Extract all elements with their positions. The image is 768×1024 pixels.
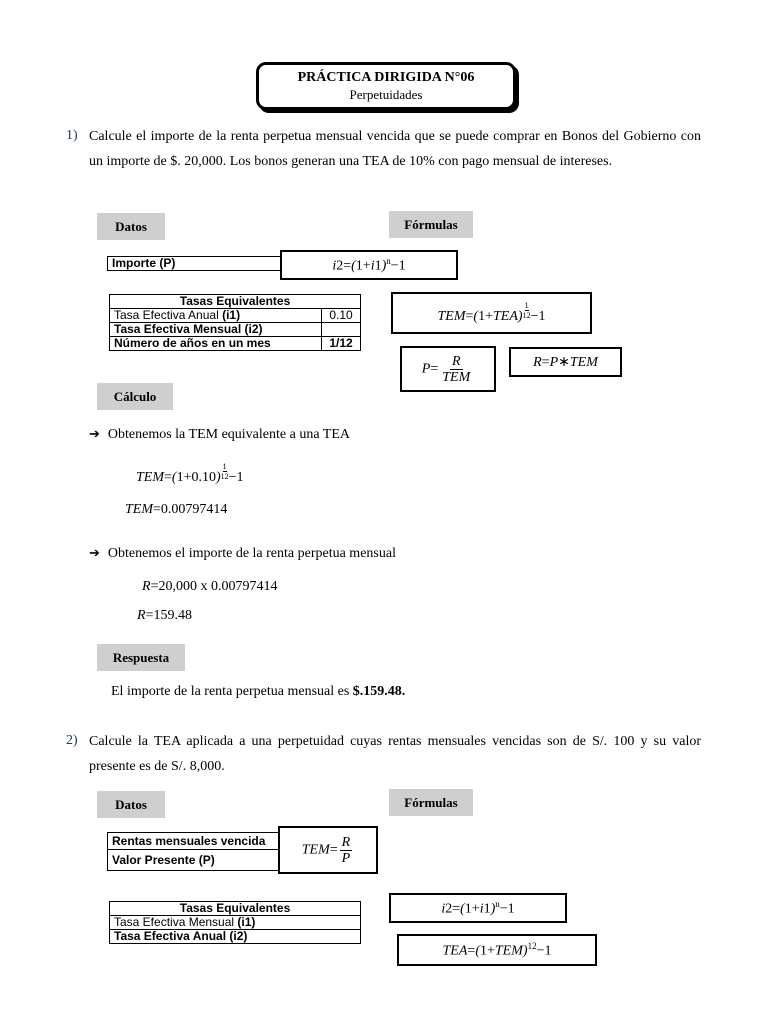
formulas-label-2: Fórmulas bbox=[389, 789, 473, 816]
vp-label: Valor Presente (P) bbox=[108, 850, 318, 871]
datos-label-2: Datos bbox=[97, 791, 165, 818]
respuesta-label: Respuesta bbox=[97, 644, 185, 671]
q2-tasas-table bbox=[109, 901, 361, 944]
formula-tem-rp-box: TEM= $\frac{R}{P}$ bbox=[278, 826, 378, 874]
anos-value: 1/12 bbox=[322, 337, 361, 351]
tem-row-label: Tasa Efectiva Mensual (i2) bbox=[110, 323, 322, 337]
tea-row-label: Tasa Efectiva Anual (i1) bbox=[110, 309, 322, 323]
answer-1: El importe de la renta perpetua mensual es $.159.48. bbox=[111, 684, 406, 699]
q2-tem-row-label: Tasa Efectiva Mensual (i1) bbox=[110, 916, 361, 930]
tasas-table bbox=[109, 294, 361, 351]
calculo-label: Cálculo bbox=[97, 383, 173, 410]
formulas-label: Fórmulas bbox=[389, 211, 473, 238]
page-subtitle: Perpetuidades bbox=[349, 87, 423, 102]
importe-table bbox=[107, 256, 282, 271]
arrow-right-icon: ➔ bbox=[89, 545, 100, 560]
question-1-text: Calcule el importe de la renta perpetua mensual vencida que se puede comprar en Bonos del Gobierno con un importe de $. 20,000. Los bonos generan una TEA de 10% con pago mensual de intereses. bbox=[89, 129, 701, 169]
step-2: ➔ Obtenemos el importe de la renta perpetua mensual bbox=[89, 545, 396, 561]
q2-tasas-title: Tasas Equivalentes bbox=[110, 902, 361, 916]
importe-label: Importe (P) bbox=[108, 257, 282, 271]
rentas-label: Rentas mensuales vencida bbox=[108, 833, 318, 850]
tem-equation: TEM=(1+0.10) $\frac{1}{12}$ −1 bbox=[136, 462, 244, 485]
anos-row-label: Número de años en un mes bbox=[110, 337, 322, 351]
step-1: ➔ Obtenemos la TEM equivalente a una TEA bbox=[89, 426, 350, 442]
formula-tem-box: TEM=(1+TEA) $\frac{1}{12}$ −1 bbox=[391, 292, 592, 334]
formula-tea-box: $TEA=(1+TEM)^{12}-1$ bbox=[397, 934, 597, 966]
page-title: PRÁCTICA DIRIGIDA N°06 bbox=[297, 70, 475, 85]
r-result: R=159.48 bbox=[137, 608, 192, 623]
question-2-number: 2) bbox=[66, 733, 78, 748]
datos-label: Datos bbox=[97, 213, 165, 240]
question-1-number: 1) bbox=[66, 128, 78, 143]
arrow-right-icon: ➔ bbox=[89, 426, 100, 441]
tea-value: 0.10 bbox=[322, 309, 361, 323]
tem-result: TEM=0.00797414 bbox=[125, 502, 228, 517]
title-box bbox=[256, 62, 516, 110]
formula-i2-box-2: $i2=(1+i1)^n-1$ bbox=[389, 893, 567, 923]
formula-p-box: P= $\frac{R}{\text{TEM}}$ bbox=[400, 346, 496, 392]
q2-tea-row-label: Tasa Efectiva Anual (i2) bbox=[110, 930, 361, 944]
r-calculation: R=20,000 x 0.00797414 bbox=[142, 579, 278, 594]
question-2-text: Calcule la TEA aplicada a una perpetuidad cuyas rentas mensuales vencidas son de S/. 100 y su valor presente es de S/. 8,000. bbox=[89, 734, 701, 774]
formula-r-box: R=P∗TEM bbox=[509, 347, 622, 377]
formula-i2-box: $i2=(1+i1)^n-1$ bbox=[280, 250, 458, 280]
tasas-title: Tasas Equivalentes bbox=[110, 295, 361, 309]
